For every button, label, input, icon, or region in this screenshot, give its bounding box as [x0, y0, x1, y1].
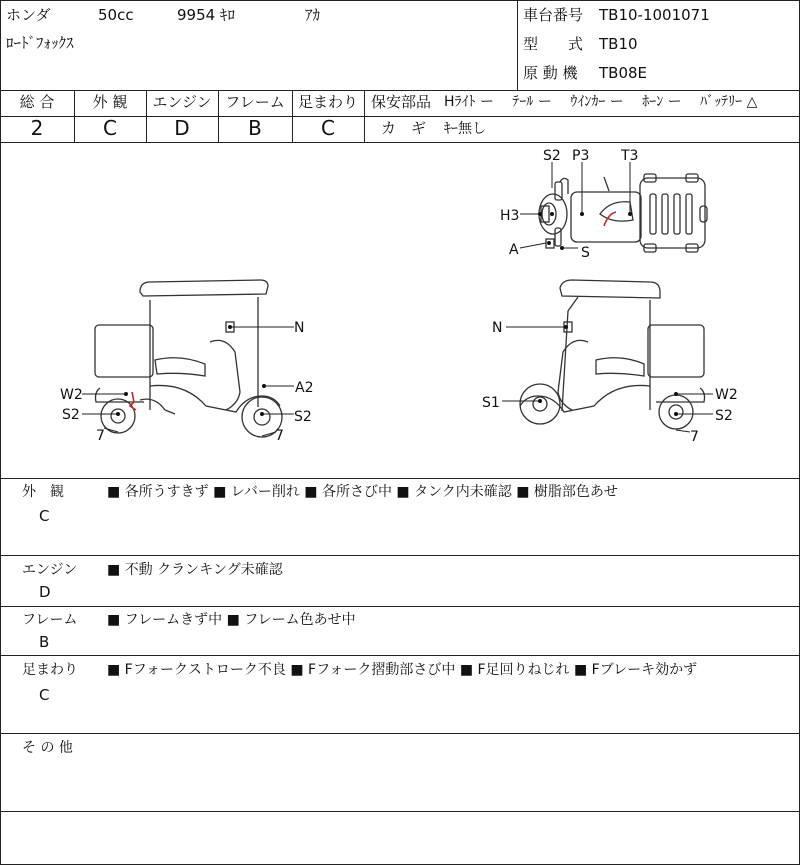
- key-label: カ ギ: [381, 119, 427, 137]
- label-a2: A2: [295, 380, 314, 396]
- remark-text-frame: ■ フレームきず中 ■ フレーム色あせ中: [107, 612, 356, 628]
- type-value: TB10: [599, 35, 638, 53]
- chassis-value: TB10-1001071: [599, 6, 710, 24]
- remark-title-other: そ の 他: [22, 740, 73, 756]
- mileage: 9954 ｷﾛ: [177, 6, 235, 24]
- grade-value: C: [321, 116, 335, 140]
- grade-header: フレーム: [225, 93, 285, 111]
- label-7-right: 7: [690, 429, 699, 445]
- damage-marks: [130, 212, 616, 410]
- remark-grade-exterior: C: [39, 507, 50, 525]
- chassis-label: 車台番号: [523, 6, 584, 24]
- remark-title-frame: フレーム: [22, 612, 78, 628]
- remark-grade-engine: D: [39, 583, 51, 601]
- remark-text-exterior: ■ 各所うすきず ■ レバー削れ ■ 各所さび中 ■ タンク内未確認 ■ 樹脂部色あせ: [107, 484, 618, 500]
- damage-diagram: [0, 142, 800, 478]
- label-s: S: [581, 245, 590, 261]
- top-view-vehicle: [539, 174, 707, 252]
- grade-header: 足まわり: [297, 93, 358, 111]
- grade-value: D: [174, 116, 190, 140]
- right-side-vehicle: [520, 280, 705, 429]
- remark-title-engine: エンジン: [22, 562, 78, 578]
- safety-label: 保安部品: [371, 93, 432, 111]
- remark-text-engine: ■ 不動 クランキング未確認: [107, 562, 283, 578]
- engine-value: TB08E: [599, 64, 648, 82]
- label-h3: H3: [500, 208, 520, 224]
- label-7-left-rear: 7: [275, 428, 284, 444]
- label-n-right: N: [492, 320, 503, 336]
- key-value: ｷｰ無し: [444, 121, 486, 137]
- grade-value: 2: [30, 116, 44, 140]
- remark-title-exterior: 外 観: [22, 484, 64, 500]
- remarks-top-border: [0, 478, 800, 479]
- displacement: 50cc: [98, 6, 134, 24]
- safety-items: Hﾗｲﾄ ー ﾃｰﾙ ー ｳｲﾝｶｰ ー ﾎｰﾝ ー ﾊﾞｯﾃﾘｰ △: [444, 94, 758, 110]
- remark-grade-frame: B: [39, 633, 50, 651]
- label-s1: S1: [482, 395, 500, 411]
- model-name: ﾛｰﾄﾞﾌｫｯｸｽ: [6, 34, 74, 52]
- color: ｱｶ: [305, 6, 321, 24]
- label-t3: T3: [621, 148, 639, 164]
- remarks-divider: [0, 733, 800, 734]
- grade-mid-border: [0, 116, 800, 117]
- label-7-left-front: 7: [96, 428, 105, 444]
- remark-title-suspension: 足まわり: [22, 662, 78, 678]
- label-s2-left-rear: S2: [294, 409, 312, 425]
- remarks-divider: [0, 655, 800, 656]
- label-s2-right: S2: [715, 408, 733, 424]
- label-a: A: [509, 242, 519, 258]
- grade-header: エンジン: [152, 93, 212, 111]
- remarks-divider: [0, 811, 800, 812]
- type-label: 型 式: [523, 35, 584, 53]
- grade-top-border: [0, 90, 800, 91]
- engine-label: 原 動 機: [523, 64, 578, 82]
- label-p3: P3: [572, 148, 590, 164]
- label-s2-top: S2: [543, 148, 561, 164]
- grade-value: C: [103, 116, 117, 140]
- label-n-left: N: [294, 320, 305, 336]
- remark-grade-suspension: C: [39, 686, 50, 704]
- grade-value: B: [248, 116, 262, 140]
- label-w2-left: W2: [60, 387, 83, 403]
- remark-text-suspension: ■ Fフォークストローク不良 ■ Fフォーク摺動部さび中 ■ F足回りねじれ ■ Fブレーキ効かず: [107, 662, 698, 678]
- remarks-divider: [0, 606, 800, 607]
- maker: ホンダ: [6, 6, 51, 24]
- grade-col-divider: [364, 90, 365, 142]
- left-side-vehicle: [95, 280, 282, 437]
- label-w2-right: W2: [715, 387, 738, 403]
- remarks-divider: [0, 555, 800, 556]
- header-divider: [517, 0, 518, 90]
- label-s2-left-front: S2: [62, 407, 80, 423]
- grade-header: 総 合: [19, 93, 55, 111]
- grade-header: 外 観: [92, 93, 128, 111]
